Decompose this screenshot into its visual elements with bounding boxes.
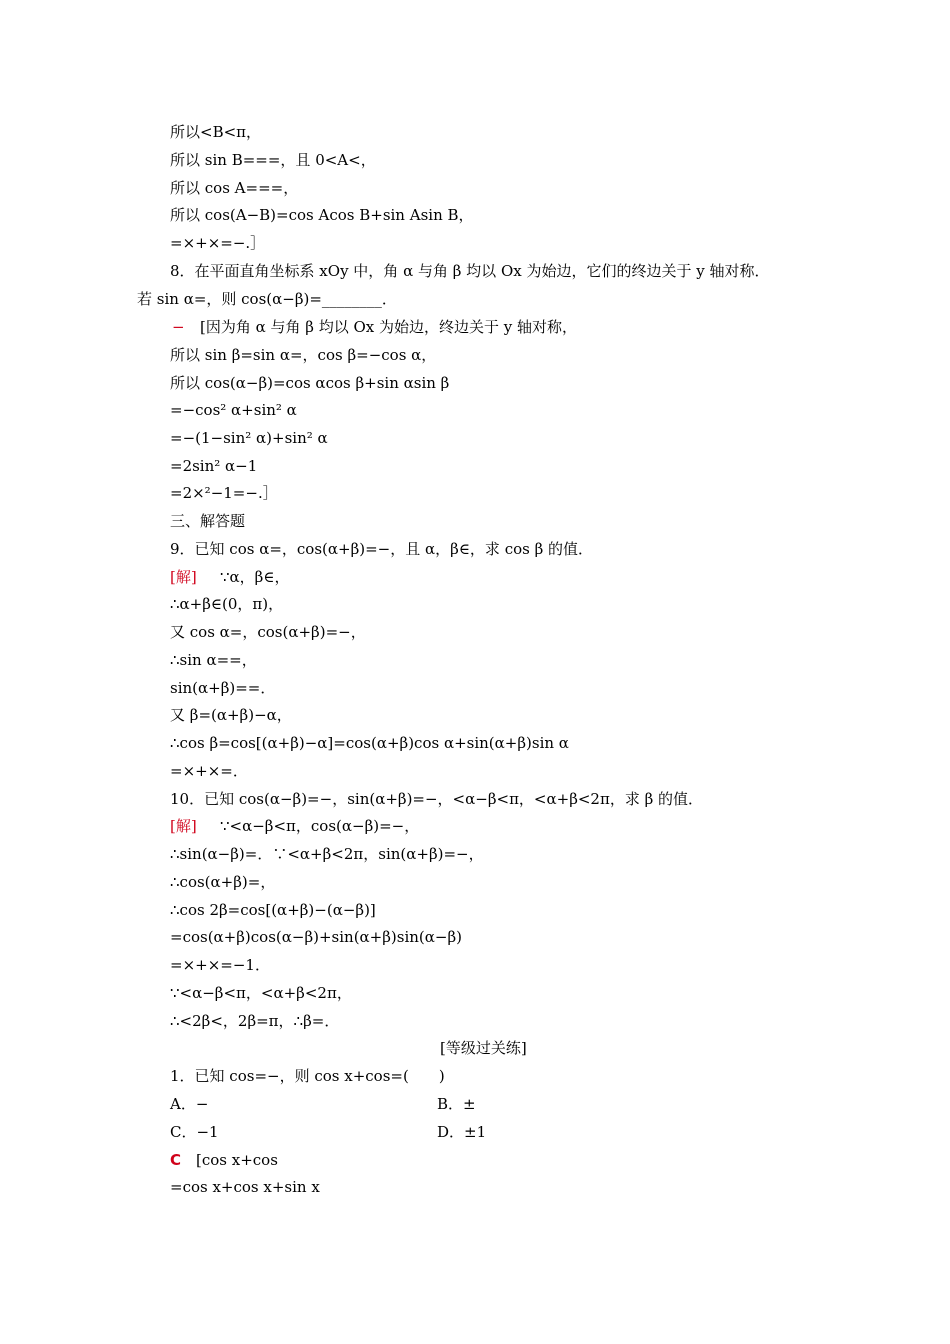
text-line: 所以 sin B===，且 0<A<， [170, 151, 376, 169]
text-line: ∴cos β=cos[(α+β)−α]=cos(α+β)cos α+sin(α+β)sin α [170, 734, 569, 752]
text-line: ∴cos 2β=cos[(α+β)−(α−β)] [170, 901, 376, 919]
question-8-cont: 若 sin α=，则 cos(α−β)=________． [137, 290, 397, 308]
solution-10-marker: [解] [170, 817, 197, 835]
question-8: 8．在平面直角坐标系 xOy 中，角 α 与角 β 均以 Ox 为始边，它们的终边关于 y 轴对称． [170, 262, 770, 280]
answer-1-marker: C [170, 1151, 182, 1169]
text-line: 所以 sin β=sin α=，cos β=−cos α， [170, 346, 437, 364]
text-line: =2×²−1=−.］ [170, 484, 278, 502]
text-line: =cos x+cos x+sin x [170, 1178, 320, 1196]
text-line: =2sin² α−1 [170, 457, 258, 475]
section-heading: 三、解答题 [170, 512, 246, 530]
text-line: =cos(α+β)cos(α−β)+sin(α+β)sin(α−β) [170, 928, 463, 946]
text-line: 所以 cos A===， [170, 179, 299, 197]
option-b: B．± [437, 1095, 476, 1113]
text-line: ∴α+β∈(0，π)， [170, 595, 284, 613]
text-line: ∵α，β∈， [220, 568, 290, 586]
option-d: D．±1 [437, 1123, 487, 1141]
answer-8-marker: − [172, 318, 185, 336]
text-line: =×+×=−.］ [170, 234, 266, 252]
text-line: 所以<B<π， [170, 123, 262, 141]
option-c: C．−1 [170, 1123, 219, 1141]
text-line: =×+×=−1． [170, 956, 270, 974]
text-line: =−(1−sin² α)+sin² α [170, 429, 328, 447]
text-line: =−cos² α+sin² α [170, 401, 297, 419]
question-10: 10．已知 cos(α−β)=−，sin(α+β)=−，<α−β<π，<α+β<2π，求 β 的值． [170, 790, 704, 808]
text-line: sin(α+β)==． [170, 679, 276, 697]
text-line: [因为角 α 与角 β 均以 Ox 为始边，终边关于 y 轴对称， [200, 318, 578, 336]
option-a: A．− [170, 1095, 209, 1113]
question-9: 9．已知 cos α=，cos(α+β)=−，且 α，β∈，求 cos β 的值． [170, 540, 594, 558]
text-line: 所以 cos(A−B)=cos Acos B+sin Asin B， [170, 206, 474, 224]
exercise-1: 1．已知 cos=−，则 cos x+cos=( ) [170, 1067, 445, 1085]
text-line: ∴<2β<，2β=π，∴β=． [170, 1012, 340, 1030]
text-line: ∵<α−β<π，cos(α−β)=−， [220, 817, 420, 835]
text-line: 又 cos α=，cos(α+β)=−， [170, 623, 366, 641]
text-line: [cos x+cos [196, 1151, 278, 1169]
text-line: ∵<α−β<π，<α+β<2π， [170, 984, 352, 1002]
text-line: ∴sin(α−β)=．∵<α+β<2π，sin(α+β)=−， [170, 845, 484, 863]
text-line: =×+×=． [170, 762, 248, 780]
text-line: ∴cos(α+β)=， [170, 873, 276, 891]
text-line: 又 β=(α+β)−α， [170, 706, 292, 724]
text-line: 所以 cos(α−β)=cos αcos β+sin αsin β [170, 374, 450, 392]
solution-9-marker: [解] [170, 568, 197, 586]
section-heading: [等级过关练] [440, 1039, 527, 1057]
text-line: ∴sin α==， [170, 651, 257, 669]
